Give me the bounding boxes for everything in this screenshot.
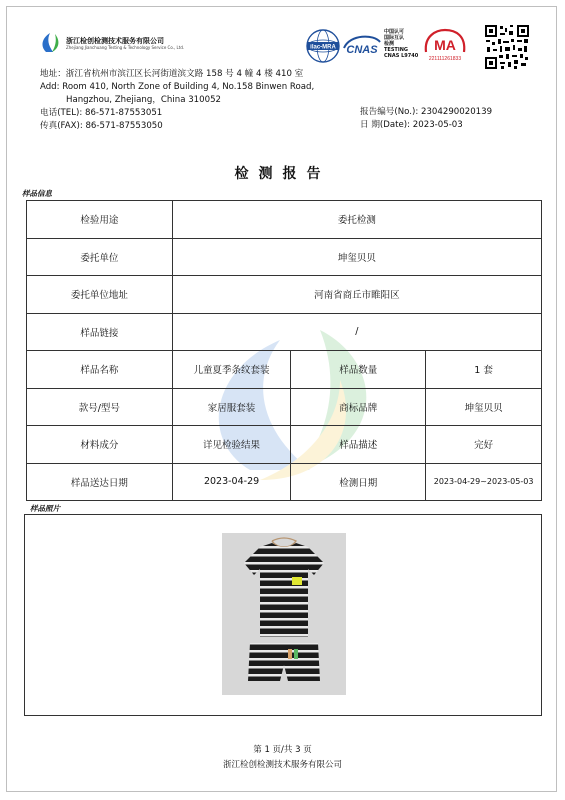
table-row: [27, 313, 542, 351]
report-date-value: 2023-05-03: [412, 120, 463, 130]
table-label-cell: 委托单位地址: [27, 276, 173, 314]
cnas-caption-line: 中国认可: [384, 29, 405, 35]
table-value-cell: 儿童夏季条纹套装: [172, 351, 291, 389]
report-no-value: 2304290020139: [420, 107, 493, 117]
table-value-cell: 完好: [426, 426, 542, 464]
cnas-caption-line: 检测: [384, 41, 395, 47]
report-no-label: 报告编号(No.):: [360, 107, 421, 117]
table-row: [27, 238, 542, 276]
table-label-cell: 委托单位: [27, 238, 173, 276]
footer-company: 浙江检创检测技术服务有限公司: [222, 760, 342, 770]
table-label-cell: 样品链接: [27, 313, 173, 351]
table-label-cell: 检验用途: [27, 201, 173, 239]
table-value-cell: 详见检验结果: [172, 426, 291, 464]
table-row: [27, 388, 542, 426]
report-meta: [360, 106, 492, 132]
table-label-cell: 样品数量: [291, 351, 426, 389]
table-row: [27, 351, 542, 389]
cma-logo-icon: [422, 28, 468, 62]
sample-info-heading: 样品信息: [22, 189, 52, 198]
company-name-zh: 浙江检创检测技术服务有限公司: [66, 37, 164, 45]
page-number: 第 1 页/共 3 页: [253, 745, 312, 755]
address-zh: 地址：浙江省杭州市滨江区长河街道滨文路 158 号 4 幢 4 楼 410 室: [40, 69, 304, 79]
ilac-text: ilac-MRA: [310, 44, 336, 51]
address-en-line1: Add: Room 410, North Zone of Building 4, No.158 Binwen Road,: [40, 82, 315, 92]
cnas-caption: [384, 29, 418, 59]
table-value-cell: /: [172, 313, 541, 351]
report-date-label: 日 期(Date):: [360, 120, 413, 130]
table-value-cell: 家居服套装: [172, 388, 291, 426]
table-row: [27, 201, 542, 239]
table-label-cell: 样品送达日期: [27, 463, 173, 501]
table-value-cell: 委托检测: [172, 201, 541, 239]
table-label-cell: 检测日期: [291, 463, 426, 501]
table-value-cell: 2023-04-29~2023-05-03: [426, 463, 542, 501]
address-block: [40, 68, 314, 133]
table-label-cell: 材料成分: [27, 426, 173, 464]
svg-text:MA: MA: [434, 37, 456, 53]
table-label-cell: 商标品牌: [291, 388, 426, 426]
cnas-caption-line: 国际互认: [384, 35, 405, 41]
sample-photo-image: [222, 533, 346, 695]
cma-number: 221111261833: [428, 56, 462, 62]
table-label-cell: 样品名称: [27, 351, 173, 389]
table-label-cell: 款号/型号: [27, 388, 173, 426]
table-value-cell: 2023-04-29: [172, 463, 291, 501]
company-name-en: Zhejiang Jianchuang Testing & Technology Service Co., Ltd.: [66, 45, 185, 50]
cnas-caption-line: TESTING: [384, 47, 408, 53]
cnas-text: CNAS: [346, 44, 378, 56]
telephone: 电话(TEL): 86-571-87553051: [40, 108, 163, 118]
table-row: [27, 463, 542, 501]
sample-photo-heading: 样品照片: [30, 504, 60, 513]
table-label-cell: 样品描述: [291, 426, 426, 464]
qr-code-icon: [484, 24, 530, 70]
page-title: 检测报告: [234, 166, 331, 182]
table-value-cell: 河南省商丘市睢阳区: [172, 276, 541, 314]
address-en-line2: Hangzhou, Zhejiang，China 310052: [66, 95, 221, 105]
ilac-mra-logo-icon: [305, 28, 341, 64]
table-row: [27, 276, 542, 314]
table-value-cell: 坤玺贝贝: [172, 238, 541, 276]
sample-info-table: [26, 200, 542, 501]
table-value-cell: 坤玺贝贝: [426, 388, 542, 426]
company-logo-icon: [38, 30, 64, 56]
fax: 传真(FAX): 86-571-87553050: [40, 121, 163, 131]
cnas-caption-line: CNAS L9740: [384, 53, 419, 59]
cnas-logo-icon: [342, 32, 382, 58]
table-value-cell: 1 套: [426, 351, 542, 389]
table-row: [27, 426, 542, 464]
